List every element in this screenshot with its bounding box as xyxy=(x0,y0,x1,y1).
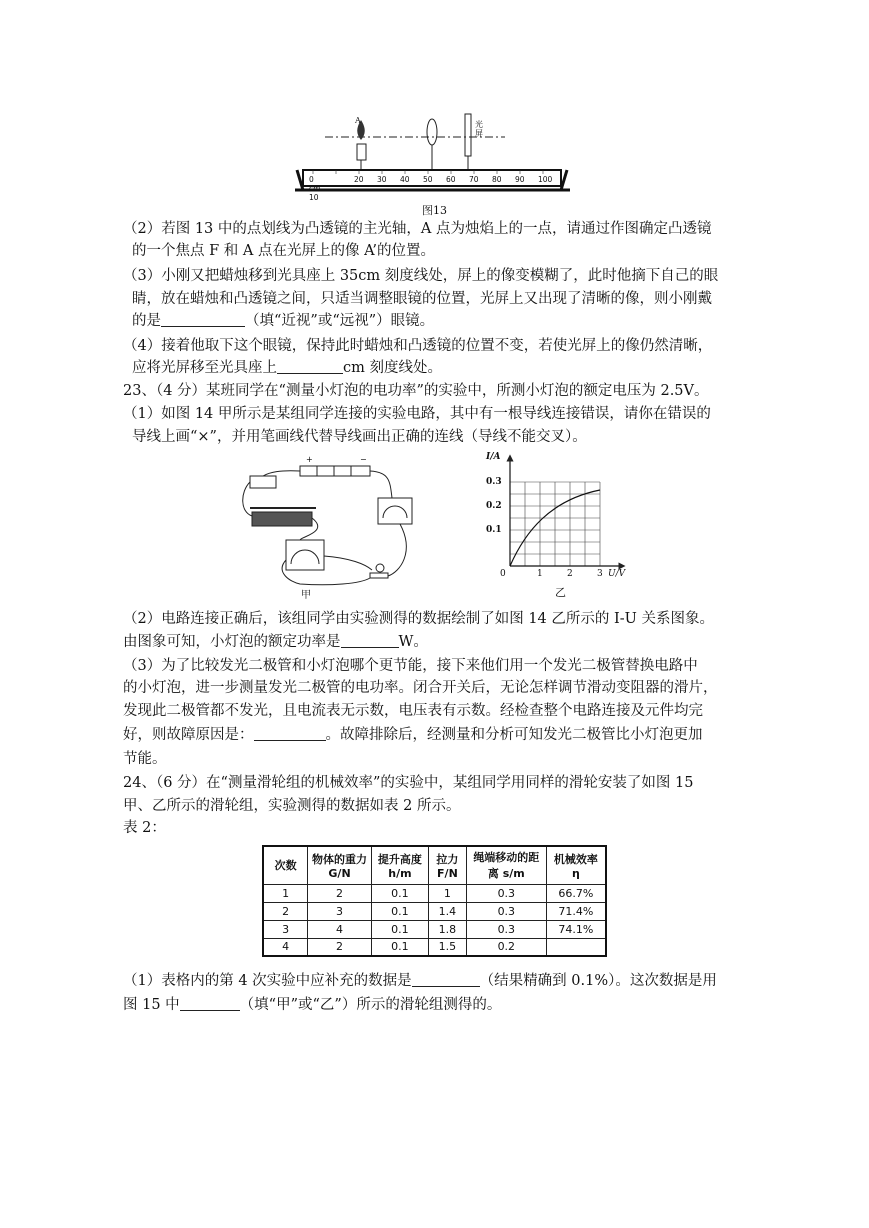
q24-p1-text-c: 图 15 中 xyxy=(123,997,180,1013)
fig14-right-label: 乙 xyxy=(555,586,566,599)
table-row xyxy=(263,902,606,920)
table-header-row xyxy=(263,846,606,884)
table-header: 绳端移动的距离 s/m xyxy=(466,846,546,884)
table-cell: 3 xyxy=(308,902,372,920)
ruler-tick: 60 xyxy=(446,175,456,184)
table-header: 提升高度 h/m xyxy=(371,846,428,884)
table-cell: 74.1% xyxy=(546,920,606,938)
q23-p2-text-b: W。 xyxy=(398,634,428,650)
table-cell: 1.5 xyxy=(429,938,467,956)
q23-p3-line2: 的小灯泡，进一步测量发光二极管的电功率。闭合开关后，无论怎样调节滑动变阻器的滑片， xyxy=(123,680,718,696)
ruler-tick: 80 xyxy=(492,175,502,184)
q24-p1-text-d: （填“甲”或“乙”）所示的滑轮组测得的。 xyxy=(239,997,502,1013)
table-cell: 1 xyxy=(429,884,467,902)
table-cell: 1.4 xyxy=(429,902,467,920)
table-cell: 3 xyxy=(263,920,308,938)
ruler-tick: 70 xyxy=(469,175,479,184)
ruler-tick: 40 xyxy=(400,175,410,184)
answer-blank-fault[interactable] xyxy=(254,727,326,741)
table-header: 拉力 F/N xyxy=(429,846,467,884)
figure-13 xyxy=(295,112,570,202)
graph-xtick: 1 xyxy=(537,569,543,579)
screen-label: 光屏 xyxy=(475,120,483,138)
q22-p3-text-a: 的是 xyxy=(132,313,161,329)
q23-p3-line3: 发现此二极管都不发光，且电流表无示数，电压表有示数。经检查整个电路连接及元件均完 xyxy=(123,703,703,719)
q22-p4-line2 xyxy=(132,360,442,376)
q23-p3-line4 xyxy=(123,727,703,743)
q23-p2-line2 xyxy=(123,634,428,650)
q22-p3-line1: （3）小刚又把蜡烛移到光具座上 35cm 刻度线处，屏上的像变模糊了，此时他摘下自己的眼 xyxy=(123,268,719,284)
graph-ylabel: I/A xyxy=(486,452,501,462)
q22-p3-text-b: （填“近视”或“远视”）眼镜。 xyxy=(245,313,435,329)
ruler-tick: 20 xyxy=(354,175,364,184)
svg-text:−: − xyxy=(360,455,367,464)
ruler-tick: 100 xyxy=(538,175,553,184)
answer-blank-scale[interactable] xyxy=(277,360,343,374)
table-header: 次数 xyxy=(263,846,308,884)
table-header: 物体的重力 G/N xyxy=(308,846,372,884)
table-cell: 0.3 xyxy=(466,920,546,938)
q22-p4-text-b: cm 刻度线处。 xyxy=(343,360,442,376)
svg-text:+: + xyxy=(306,455,313,464)
q24-p1-line1 xyxy=(123,973,717,989)
table-header: 机械效率 η xyxy=(546,846,606,884)
q23-p2-text-a: 由图象可知，小灯泡的额定功率是 xyxy=(123,634,341,650)
ruler-tick: 30 xyxy=(377,175,387,184)
graph-xtick: 0 xyxy=(500,569,506,579)
figure-14-circuit xyxy=(240,452,425,600)
q23-p2-line1: （2）电路连接正确后，该组同学由实验测得的数据绘制了如图 14 乙所示的 I-U 关系图象。 xyxy=(123,611,714,627)
graph-ytick: 0.1 xyxy=(486,525,502,535)
table-cell xyxy=(546,938,606,956)
ruler-tick: 50 xyxy=(423,175,433,184)
data-table-2 xyxy=(262,845,607,957)
q24-intro-line2: 甲、乙所示的滑轮组，实验测得的数据如表 2 所示。 xyxy=(123,798,461,814)
table-cell: 4 xyxy=(263,938,308,956)
q23-p3-text-a: 好，则故障原因是： xyxy=(123,727,254,743)
table-row xyxy=(263,938,606,956)
q24-p1-text-a: （1）表格内的第 4 次实验中应补充的数据是 xyxy=(123,973,412,989)
table-cell: 0.3 xyxy=(466,884,546,902)
ruler-tick: 0 cm 10 xyxy=(309,175,321,202)
table-cell: 0.1 xyxy=(371,902,428,920)
q24-p1-line2 xyxy=(123,997,501,1013)
q24-intro-line1: 24、（6 分）在“测量滑轮组的机械效率”的实验中，某组同学用同样的滑轮安装了如图 15 xyxy=(123,775,694,791)
q22-p3-line2: 睛，放在蜡烛和凸透镜之间，只适当调整眼镜的位置，光屏上又出现了清晰的像，则小刚戴 xyxy=(132,291,712,307)
table-row xyxy=(263,920,606,938)
q24-p1-text-b: （结果精确到 0.1%）。这次数据是用 xyxy=(479,973,717,989)
circuit-diagram xyxy=(240,452,425,600)
table-cell: 2 xyxy=(263,902,308,920)
table-cell: 2 xyxy=(308,938,372,956)
q23-p3-line5: 节能。 xyxy=(123,751,167,767)
q22-p4-text-a: 应将光屏移至光具座上 xyxy=(132,360,277,376)
q23-p3-text-b: 。故障排除后，经测量和分析可知发光二极管比小灯泡更加 xyxy=(325,727,703,743)
graph-ytick: 0.3 xyxy=(486,477,502,487)
q22-p2-line2: 的一个焦点 F 和 A 点在光屏上的像 A’的位置。 xyxy=(132,243,436,259)
figure-13-caption: 图13 xyxy=(422,204,447,217)
table-row xyxy=(263,884,606,902)
table-cell: 0.2 xyxy=(466,938,546,956)
q23-intro: 23、（4 分）某班同学在“测量小灯泡的电功率”的实验中，所测小灯泡的额定电压为 2.5V。 xyxy=(123,383,709,399)
ruler-tick: 90 xyxy=(515,175,525,184)
table-cell: 0.1 xyxy=(371,938,428,956)
table-cell: 1 xyxy=(263,884,308,902)
point-a-label: A xyxy=(355,116,361,125)
q22-p3-line3 xyxy=(132,313,434,329)
table-cell: 0.3 xyxy=(466,902,546,920)
table-cell: 1.8 xyxy=(429,920,467,938)
table-cell: 71.4% xyxy=(546,902,606,920)
table-cell: 4 xyxy=(308,920,372,938)
table-cell: 0.1 xyxy=(371,920,428,938)
q23-p1-line2: 导线上画“×”，并用笔画线代替导线画出正确的连线（导线不能交叉）。 xyxy=(132,429,587,445)
graph-xtick: 2 xyxy=(567,569,573,579)
graph-ytick: 0.2 xyxy=(486,501,502,511)
graph-xtick: 3 xyxy=(597,569,603,579)
graph-xlabel: U/V xyxy=(608,569,626,579)
figure-14-graph xyxy=(480,452,630,600)
q23-p1-line1: （1）如图 14 甲所示是某组同学连接的实验电路，其中有一根导线连接错误，请你在错误的 xyxy=(123,406,711,422)
q23-p3-line1: （3）为了比较发光二极管和小灯泡哪个更节能，接下来他们用一个发光二极管替换电路中 xyxy=(123,658,698,674)
q24-table-label: 表 2： xyxy=(123,820,166,836)
answer-blank-power[interactable] xyxy=(341,634,399,648)
table-cell: 2 xyxy=(308,884,372,902)
table-cell: 0.1 xyxy=(371,884,428,902)
q22-p2-line1: （2）若图 13 中的点划线为凸透镜的主光轴，A 点为烛焰上的一点，请通过作图确定凸透镜 xyxy=(123,221,712,237)
answer-blank-glasses[interactable] xyxy=(161,313,245,327)
q22-p4-line1: （4）接着他取下这个眼镜，保持此时蜡烛和凸透镜的位置不变，若使光屏上的像仍然清晰， xyxy=(123,338,713,354)
answer-blank-pulley[interactable] xyxy=(180,997,240,1011)
fig14-left-label: 甲 xyxy=(301,590,311,601)
answer-blank-efficiency[interactable] xyxy=(412,973,480,987)
optical-bench-diagram xyxy=(295,112,570,202)
table-cell: 66.7% xyxy=(546,884,606,902)
